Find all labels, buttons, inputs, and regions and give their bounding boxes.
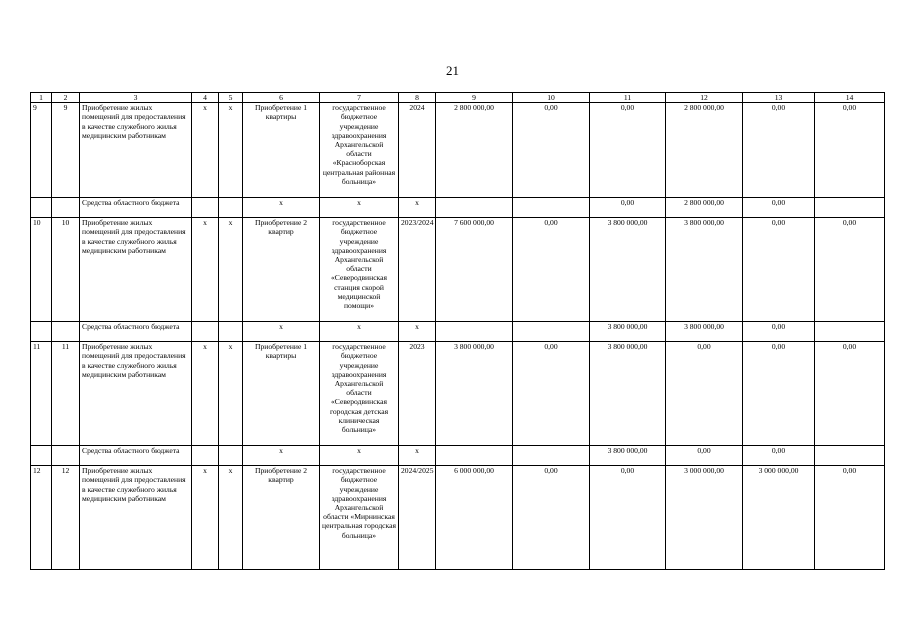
table-cell: 3 800 000,00	[666, 322, 743, 342]
header-cell: 6	[243, 93, 320, 103]
table-cell: 12	[31, 466, 52, 570]
table-cell	[815, 446, 885, 466]
table-cell: 3 800 000,00	[436, 342, 513, 446]
table-cell: х	[192, 466, 219, 570]
table-cell: 0,00	[743, 198, 815, 218]
table-cell: 3 000 000,00	[666, 466, 743, 570]
table-cell: 10	[31, 218, 52, 322]
table-cell: 6 000 000,00	[436, 466, 513, 570]
table-cell: Приобретение 1 квартиры	[243, 103, 320, 198]
table-cell: х	[192, 342, 219, 446]
table-cell: 0,00	[513, 218, 590, 322]
table-cell	[436, 446, 513, 466]
table-cell: х	[320, 198, 399, 218]
header-cell: 10	[513, 93, 590, 103]
table-cell	[815, 322, 885, 342]
table-cell	[52, 198, 80, 218]
header-cell: 9	[436, 93, 513, 103]
table-cell: Приобретение жилых помещений для предоставления в качестве служебного жилья медицинским работникам	[80, 103, 192, 198]
table-cell	[219, 446, 243, 466]
table-cell: 0,00	[590, 103, 666, 198]
table-cell	[436, 198, 513, 218]
table-cell: Средства областного бюджета	[80, 446, 192, 466]
table-subrow	[31, 198, 885, 218]
table-cell: х	[243, 322, 320, 342]
table-cell: 2023/2024	[399, 218, 436, 322]
data-table	[30, 92, 885, 570]
table-subrow	[31, 322, 885, 342]
table-cell	[192, 322, 219, 342]
table-cell: х	[399, 322, 436, 342]
header-cell: 5	[219, 93, 243, 103]
header-cell: 2	[52, 93, 80, 103]
table-cell: государственное бюджетное учреждение здравоохранения Архангельской области «Мирнинская центральная городская больница»	[320, 466, 399, 570]
header-cell: 12	[666, 93, 743, 103]
table-cell	[31, 446, 52, 466]
table-cell	[31, 322, 52, 342]
header-cell: 13	[743, 93, 815, 103]
table-cell: 2023	[399, 342, 436, 446]
table-cell: 3 800 000,00	[590, 342, 666, 446]
table-cell: 0,00	[513, 103, 590, 198]
table-cell: 12	[52, 466, 80, 570]
table-cell: 0,00	[815, 218, 885, 322]
table-row	[31, 342, 885, 446]
header-cell: 8	[399, 93, 436, 103]
page-number: 21	[446, 63, 459, 78]
table-cell: 2024	[399, 103, 436, 198]
table-cell: 3 800 000,00	[666, 218, 743, 322]
table-cell	[219, 198, 243, 218]
table-cell: государственное бюджетное учреждение здравоохранения Архангельской области «Красноборская центральная районная больница»	[320, 103, 399, 198]
table-cell	[52, 446, 80, 466]
header-cell: 1	[31, 93, 52, 103]
table-cell: х	[219, 218, 243, 322]
table-cell: 3 800 000,00	[590, 218, 666, 322]
table-subrow	[31, 446, 885, 466]
table-cell: 0,00	[815, 466, 885, 570]
table-cell: 10	[52, 218, 80, 322]
table-cell: х	[219, 103, 243, 198]
table-cell: 0,00	[513, 466, 590, 570]
table-cell: 3 800 000,00	[590, 446, 666, 466]
table-cell: х	[243, 198, 320, 218]
table-cell	[513, 322, 590, 342]
table-cell: Приобретение 1 квартиры	[243, 342, 320, 446]
table-cell: х	[192, 103, 219, 198]
table-cell	[815, 198, 885, 218]
header-cell: 4	[192, 93, 219, 103]
table-row	[31, 103, 885, 198]
table-cell: 7 600 000,00	[436, 218, 513, 322]
table-cell: Приобретение жилых помещений для предоставления в качестве служебного жилья медицинским работникам	[80, 342, 192, 446]
table-cell: х	[192, 218, 219, 322]
table-cell: 0,00	[666, 342, 743, 446]
table-cell	[192, 198, 219, 218]
table-cell: 0,00	[513, 342, 590, 446]
table-cell	[192, 446, 219, 466]
table-cell: 2 800 000,00	[436, 103, 513, 198]
table-cell	[513, 446, 590, 466]
table-cell: х	[243, 446, 320, 466]
table-cell: Приобретение 2 квартир	[243, 218, 320, 322]
table-cell: 0,00	[743, 446, 815, 466]
header-cell: 7	[320, 93, 399, 103]
header-row	[31, 93, 885, 103]
table-cell: х	[219, 466, 243, 570]
table-cell: 11	[52, 342, 80, 446]
table-cell	[31, 198, 52, 218]
table-cell	[52, 322, 80, 342]
table-cell: 3 800 000,00	[590, 322, 666, 342]
table-cell: х	[399, 446, 436, 466]
header-cell: 11	[590, 93, 666, 103]
table-cell: 0,00	[743, 342, 815, 446]
table-cell	[219, 322, 243, 342]
table-cell: х	[320, 446, 399, 466]
table-cell: х	[399, 198, 436, 218]
table-cell: 0,00	[743, 218, 815, 322]
table-cell: Приобретение жилых помещений для предоставления в качестве служебного жилья медицинским работникам	[80, 218, 192, 322]
table-cell: 2 800 000,00	[666, 198, 743, 218]
table-cell: Приобретение 2 квартир	[243, 466, 320, 570]
table-cell: 2 800 000,00	[666, 103, 743, 198]
table-row	[31, 218, 885, 322]
table-cell: государственное бюджетное учреждение здравоохранения Архангельской области «Северодвинская станция скорой медицинской помощи»	[320, 218, 399, 322]
header-cell: 14	[815, 93, 885, 103]
table-cell: государственное бюджетное учреждение здравоохранения Архангельской области «Северодвинская городская детская клиническая больница»	[320, 342, 399, 446]
table-cell: 0,00	[815, 103, 885, 198]
table-cell: 0,00	[815, 342, 885, 446]
header-cell: 3	[80, 93, 192, 103]
table-cell: 0,00	[666, 446, 743, 466]
table-cell	[436, 322, 513, 342]
table-cell: 2024/2025	[399, 466, 436, 570]
table-cell: х	[219, 342, 243, 446]
table-cell: Приобретение жилых помещений для предоставления в качестве служебного жилья медицинским работникам	[80, 466, 192, 570]
table-cell	[513, 198, 590, 218]
table-cell: Средства областного бюджета	[80, 322, 192, 342]
table-cell: 9	[52, 103, 80, 198]
table-cell: Средства областного бюджета	[80, 198, 192, 218]
table-cell: 0,00	[743, 322, 815, 342]
table-cell: 0,00	[743, 103, 815, 198]
table-cell: 11	[31, 342, 52, 446]
table-cell: 9	[31, 103, 52, 198]
table-cell: х	[320, 322, 399, 342]
table-cell: 3 000 000,00	[743, 466, 815, 570]
table-row	[31, 466, 885, 570]
table-cell: 0,00	[590, 198, 666, 218]
table-cell: 0,00	[590, 466, 666, 570]
